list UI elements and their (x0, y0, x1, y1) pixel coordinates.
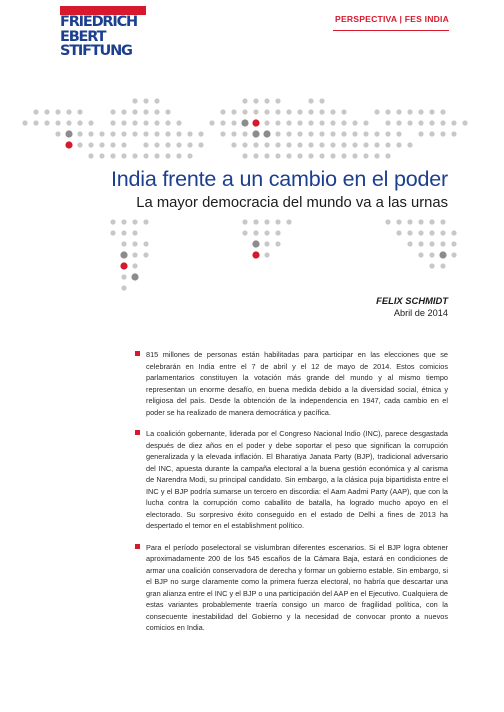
map-dot (429, 252, 434, 257)
summary-section (146, 349, 448, 644)
map-dot (252, 130, 259, 137)
map-dot (440, 230, 445, 235)
map-dot (341, 153, 346, 158)
map-dot (275, 153, 280, 158)
map-dot (132, 131, 137, 136)
map-dot (407, 109, 412, 114)
map-dot (429, 219, 434, 224)
map-dot (132, 252, 137, 257)
map-dot (132, 120, 137, 125)
map-dot (252, 119, 259, 126)
map-dot (176, 120, 181, 125)
map-dot (77, 131, 82, 136)
summary-paragraph-3 (146, 542, 448, 634)
map-dot (418, 109, 423, 114)
map-dot (121, 142, 126, 147)
map-dot (352, 142, 357, 147)
map-dot (143, 142, 148, 147)
map-dot (176, 142, 181, 147)
map-dot (352, 131, 357, 136)
map-dot (176, 153, 181, 158)
map-dot (264, 230, 269, 235)
publication-date: Abril de 2014 (393, 308, 448, 318)
map-dot (154, 153, 159, 158)
map-dot (65, 130, 72, 137)
map-dot (451, 252, 456, 257)
map-dot (242, 153, 247, 158)
map-dot (286, 142, 291, 147)
map-dot (275, 131, 280, 136)
map-dot (319, 131, 324, 136)
map-dot (308, 109, 313, 114)
map-dot (110, 120, 115, 125)
map-dot (231, 109, 236, 114)
map-dot (286, 109, 291, 114)
map-dot (297, 153, 302, 158)
logo-line-3: STIFTUNG (60, 43, 132, 59)
map-dot (396, 120, 401, 125)
map-dot (143, 131, 148, 136)
map-dot (429, 131, 434, 136)
map-dot (341, 109, 346, 114)
map-dot (253, 219, 258, 224)
world-dot-map-icon (0, 0, 504, 320)
map-dot (110, 109, 115, 114)
map-dot (165, 120, 170, 125)
paragraph-text: 815 millones de personas están habilitadas para participar en las elecciones que se celebrarán en India entre el 7 de abril y el 12 de mayo de 2014. Estos comicios parlamentarios constituyen la votación más grande del mundo y al mismo tiempo representan un enorme desafío, en buena medida debido a la diversidad social, étnica y religiosa del país. Desde la obtención de la independencia en 1947, cada cambio en el poder se ha realizado de manera democrática y pacífica. (146, 350, 448, 417)
map-dot (286, 219, 291, 224)
map-dot (462, 120, 467, 125)
map-dot (110, 219, 115, 224)
map-dot (439, 251, 446, 258)
map-dot (253, 142, 258, 147)
map-dot (286, 120, 291, 125)
map-dot (396, 109, 401, 114)
map-dot (143, 153, 148, 158)
map-dot (275, 120, 280, 125)
map-dot (374, 153, 379, 158)
map-dot (297, 142, 302, 147)
page-title: India frente a un cambio en el poder (110, 167, 448, 191)
map-dot (121, 230, 126, 235)
map-dot (374, 142, 379, 147)
map-dot (242, 219, 247, 224)
map-dot (88, 120, 93, 125)
map-dot (66, 109, 71, 114)
map-dot (308, 131, 313, 136)
map-dot (275, 241, 280, 246)
map-dot (33, 109, 38, 114)
bullet-square-icon (135, 544, 140, 549)
map-dot (242, 109, 247, 114)
map-dot (220, 109, 225, 114)
map-dot (110, 230, 115, 235)
map-dot (121, 120, 126, 125)
map-dot (407, 230, 412, 235)
map-dot (198, 142, 203, 147)
map-dot (407, 142, 412, 147)
map-dot (440, 241, 445, 246)
map-dot (440, 131, 445, 136)
map-dot (65, 141, 72, 148)
map-dot (143, 252, 148, 257)
map-dot (231, 142, 236, 147)
map-dot (33, 120, 38, 125)
map-dot (143, 98, 148, 103)
map-dot (341, 131, 346, 136)
map-dot (275, 219, 280, 224)
map-dot (132, 230, 137, 235)
map-dot (165, 142, 170, 147)
map-dot (88, 142, 93, 147)
map-dot (165, 131, 170, 136)
map-dot (110, 131, 115, 136)
map-dot (165, 153, 170, 158)
map-dot (396, 131, 401, 136)
map-dot (451, 241, 456, 246)
map-dot (110, 153, 115, 158)
summary-paragraph-1 (146, 349, 448, 418)
map-dot (143, 109, 148, 114)
map-dot (264, 120, 269, 125)
author-name: FELIX SCHMIDT (376, 295, 448, 306)
map-dot (264, 142, 269, 147)
map-dot (418, 120, 423, 125)
map-dot (121, 285, 126, 290)
map-dot (451, 230, 456, 235)
map-dot (385, 153, 390, 158)
map-dot (330, 142, 335, 147)
map-dot (198, 131, 203, 136)
map-dot (55, 120, 60, 125)
map-dot (396, 142, 401, 147)
map-dot (252, 251, 259, 258)
map-dot (264, 98, 269, 103)
map-dot (132, 109, 137, 114)
map-dot (374, 109, 379, 114)
map-dot (88, 131, 93, 136)
map-dot (154, 131, 159, 136)
map-dot (440, 219, 445, 224)
map-dot (154, 120, 159, 125)
map-dot (286, 153, 291, 158)
map-dot (132, 98, 137, 103)
map-dot (429, 241, 434, 246)
series-label: PERSPECTIVA | FES INDIA (335, 14, 449, 24)
map-dot (187, 142, 192, 147)
map-dot (418, 219, 423, 224)
map-dot (319, 153, 324, 158)
summary-paragraph-2 (146, 428, 448, 532)
map-dot (187, 131, 192, 136)
map-dot (242, 142, 247, 147)
map-dot (154, 109, 159, 114)
map-dot (77, 120, 82, 125)
map-dot (396, 219, 401, 224)
bullet-square-icon (135, 430, 140, 435)
map-dot (396, 230, 401, 235)
map-dot (407, 241, 412, 246)
map-dot (44, 120, 49, 125)
map-dot (363, 120, 368, 125)
map-dot (132, 263, 137, 268)
map-dot (440, 109, 445, 114)
map-dot (242, 131, 247, 136)
map-dot (374, 131, 379, 136)
map-dot (209, 120, 214, 125)
map-dot (440, 120, 445, 125)
map-dot (319, 120, 324, 125)
map-dot (341, 120, 346, 125)
map-dot (132, 219, 137, 224)
map-dot (55, 109, 60, 114)
map-dot (77, 142, 82, 147)
map-dot (275, 109, 280, 114)
map-dot (385, 219, 390, 224)
map-dot (132, 153, 137, 158)
map-dot (352, 153, 357, 158)
map-dot (77, 109, 82, 114)
map-dot (363, 131, 368, 136)
map-dot (297, 109, 302, 114)
map-dot (22, 120, 27, 125)
map-dot (429, 263, 434, 268)
map-dot (319, 98, 324, 103)
map-dot (264, 252, 269, 257)
map-dot (363, 153, 368, 158)
logo-line-1: FRIEDRICH (60, 14, 137, 30)
map-dot (132, 241, 137, 246)
map-dot (121, 109, 126, 114)
map-dot (143, 120, 148, 125)
map-dot (253, 230, 258, 235)
map-dot (341, 142, 346, 147)
map-dot (330, 131, 335, 136)
map-dot (264, 219, 269, 224)
map-dot (418, 131, 423, 136)
map-dot (121, 131, 126, 136)
map-dot (407, 219, 412, 224)
map-dot (220, 120, 225, 125)
map-dot (241, 119, 248, 126)
map-dot (440, 263, 445, 268)
map-dot (429, 120, 434, 125)
map-dot (165, 109, 170, 114)
map-dot (319, 109, 324, 114)
map-dot (418, 230, 423, 235)
map-dot (143, 241, 148, 246)
map-dot (297, 120, 302, 125)
map-dot (176, 131, 181, 136)
map-dot (264, 153, 269, 158)
map-dot (308, 142, 313, 147)
map-dot (253, 109, 258, 114)
bullet-square-icon (135, 351, 140, 356)
map-dot (385, 131, 390, 136)
map-dot (44, 109, 49, 114)
map-dot (154, 142, 159, 147)
map-dot (308, 153, 313, 158)
map-dot (330, 109, 335, 114)
map-dot (99, 131, 104, 136)
map-dot (385, 109, 390, 114)
map-dot (121, 274, 126, 279)
map-dot (451, 120, 456, 125)
map-dot (352, 120, 357, 125)
map-dot (429, 109, 434, 114)
map-dot (220, 131, 225, 136)
map-dot (429, 230, 434, 235)
map-dot (363, 142, 368, 147)
map-dot (143, 219, 148, 224)
map-dot (242, 98, 247, 103)
map-dot (253, 153, 258, 158)
map-dot (55, 131, 60, 136)
map-dot (297, 131, 302, 136)
map-dot (231, 131, 236, 136)
map-dot (385, 120, 390, 125)
map-dot (242, 230, 247, 235)
map-dot (99, 142, 104, 147)
map-dot (66, 120, 71, 125)
map-dot (263, 130, 270, 137)
map-dot (407, 120, 412, 125)
paragraph-text: La coalición gobernante, liderada por el Congreso Nacional Indio (INC), parece desgastada después de diez años en el poder y debe soportar el peso que significan la corrupción generalizada y la elevada inflación. El Bharatiya Janata Party (BJP), tradicional adversario del INC, apuesta durante la campaña electoral a la buena gestión económica y al carisma de Narendra Modi, su principal candidato. Sin embargo, a la clásica puja bipartidista entre el INC y el BJP podría sumarse un tercero en discordia: el Aam Aadmi Party (AAP), que con la lucha contra la corrupción como caballito de batalla, ha logrado mucho apoyo en el electorado. Su sorpresivo éxito conseguido en el estado de Delhi a fines de 2013 ha despertado el temor en el establishment político. (146, 429, 448, 530)
map-dot (121, 241, 126, 246)
map-dot (231, 120, 236, 125)
map-dot (308, 120, 313, 125)
map-dot (121, 219, 126, 224)
map-dot (154, 98, 159, 103)
map-dot (275, 230, 280, 235)
map-dot (385, 142, 390, 147)
map-dot (451, 131, 456, 136)
map-dot (253, 98, 258, 103)
map-dot (110, 142, 115, 147)
map-dot (120, 251, 127, 258)
map-dot (330, 153, 335, 158)
map-dot (252, 240, 259, 247)
page-subtitle: La mayor democracia del mundo va a las urnas (136, 195, 448, 211)
map-dot (264, 109, 269, 114)
map-dot (99, 153, 104, 158)
map-dot (121, 153, 126, 158)
map-dot (187, 153, 192, 158)
map-dot (286, 131, 291, 136)
map-dot (131, 273, 138, 280)
logo-line-2: EBERT (60, 28, 106, 45)
map-dot (308, 98, 313, 103)
paragraph-text: Para el período poselectoral se vislumbran diferentes escenarios. Si el BJP logra obtener aproximadamente 200 de los 545 escaños de la Cámara Baja, estará en condiciones de armar una coalición conservadora de derecha y formar un gobierno estable. Sin embargo, si el BJP no surge claramente como la primera fuerza electoral, no habría que descartar una gran alianza entre el INC y el BJP o una participación del AAP en el Ejecutivo. Cualquiera de estas variantes probablemente traería consigo un marco de fragilidad política, con la consecuente inestabilidad del Gobierno y la necesidad de convocar pronto a nuevos comicios en India. (146, 542, 448, 632)
map-dot (275, 142, 280, 147)
map-dot (330, 120, 335, 125)
map-dot (88, 153, 93, 158)
map-dot (418, 241, 423, 246)
map-dot (264, 241, 269, 246)
map-dot (275, 98, 280, 103)
map-dot (319, 142, 324, 147)
map-dot (418, 252, 423, 257)
map-dot (120, 262, 127, 269)
